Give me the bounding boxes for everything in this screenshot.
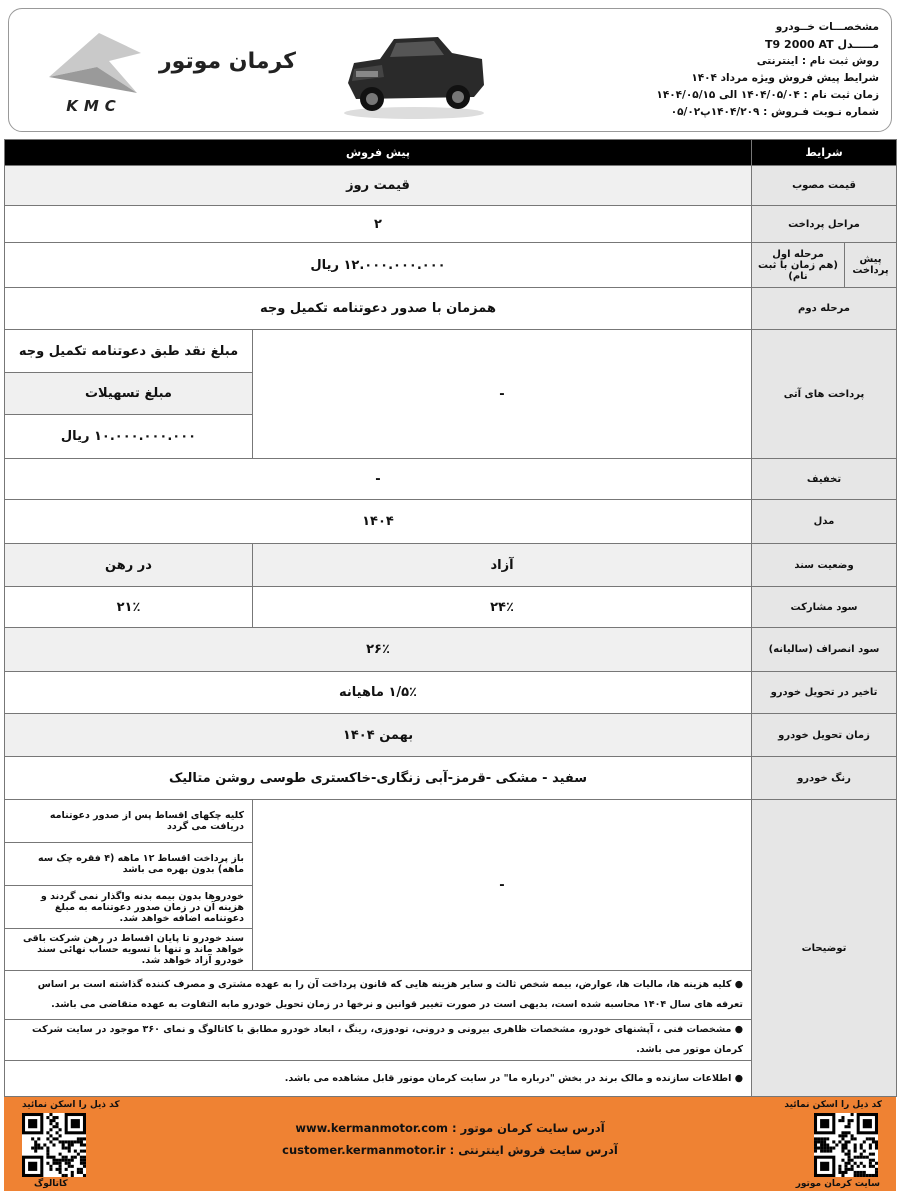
conditions-table [4, 139, 897, 1097]
table-row [5, 757, 897, 800]
footer-bar [4, 1097, 896, 1191]
spec-line: مـــــدل T9 2000 AT [765, 38, 879, 51]
stage2-label: مرحله دوم [752, 288, 897, 330]
spec-lines [656, 19, 879, 121]
qr-icon [814, 1113, 878, 1177]
kmc-logo-text: KMC [66, 97, 122, 115]
delivery-label: زمان تحویل خودرو [752, 714, 897, 757]
note-item: باز پرداخت اقساط ۱۲ ماهه (۴ فقره چک سه ماهه) بدون بهره می باشد [5, 843, 253, 886]
approved-price-value: قیمت روز [5, 166, 752, 206]
shop-line [4, 1139, 896, 1161]
discount-value: - [5, 459, 752, 500]
table-row [5, 800, 897, 843]
table-row [5, 166, 897, 206]
table-row [5, 544, 897, 587]
left-scan-caption: کد ذیل را اسکن نمائید [22, 1100, 120, 1110]
table-header-row [5, 140, 897, 166]
table-row [5, 288, 897, 330]
prepayment-label: پیش پرداخت [845, 243, 897, 288]
note-item: کلیه چکهای اقساط پس از صدور دعوتنامه دریافت می گردد [5, 800, 253, 843]
cancel-value: ۲۶٪ [5, 628, 752, 672]
color-label: رنگ خودرو [752, 757, 897, 800]
doc-status-free: آزاد [253, 544, 752, 587]
color-value: سفید - مشکی -قرمز-آبی زنگاری-خاکستری طوسی روشن متالیک [5, 757, 752, 800]
shop-label: آدرس سایت فروش اینترنتی : [449, 1143, 618, 1157]
notes-label: توضیحات [752, 800, 897, 1097]
stage1-label-cell [752, 243, 845, 288]
right-scan-caption: کد ذیل را اسکن نمائید [784, 1100, 882, 1110]
pickup-truck-image [334, 23, 494, 123]
catalog-caption: کاتالوگ [34, 1179, 68, 1189]
spec-line: مشخصـــات خــودرو [775, 21, 879, 33]
spec-line: شماره نـوبت فـروش : ۱۴۰۴/۲۰۹پ۰۵/۰۲ [670, 106, 879, 118]
shop-url[interactable]: customer.kermanmotor.ir [282, 1143, 446, 1157]
future-cash: مبلغ نقد طبق دعوتنامه تکمیل وجه [5, 330, 253, 373]
notes-dash: - [253, 800, 752, 971]
payment-stages-label: مراحل پرداخت [752, 206, 897, 243]
site-label: آدرس سایت کرمان موتور : [452, 1121, 605, 1135]
spec-line: روش ثبت نام : اینترنتی [756, 55, 879, 67]
bullet-item: ● کلیه هزینه ها، مالیات ها، عوارض، بیمه شخص ثالث و سایر هزینه هایی که قانون پرداخت آن را به عهده مشتری و مصرف کننده گذاشته است بر اساس تعرفه های سال ۱۴۰۴ محاسبه شده است، بدیهی است در صورت تغییر قوانین و نرخها در زمان تحویل خودرو مابه التفاوت به عهده متقاضی می باشد. [5, 971, 752, 1020]
header-value: پیش فروش [5, 140, 752, 166]
bullet-text: اطلاعات سازنده و مالک برند در بخش "درباره ما" در سایت کرمان موتور قابل مشاهده می باشد. [284, 1072, 732, 1084]
future-facility-value: ۱۰.۰۰۰.۰۰۰.۰۰۰ ریال [5, 415, 253, 459]
note-item: سند خودرو تا پایان اقساط در رهن شرکت باقی خواهد ماند و تنها با تسویه حساب نهائی سند خودرو آزاد خواهد شد. [5, 929, 253, 971]
delay-label: تاخیر در تحویل خودرو [752, 672, 897, 714]
table-row [5, 714, 897, 757]
doc-status-label: وضعیت سند [752, 544, 897, 587]
doc-status-pledge: در رهن [5, 544, 253, 587]
footer-links [4, 1117, 896, 1161]
approved-price-label: قیمت مصوب [752, 166, 897, 206]
stage2-value: همزمان با صدور دعوتنامه تکمیل وجه [5, 288, 752, 330]
stage1-label: مرحله اول [772, 248, 824, 260]
payment-stages-value: ۲ [5, 206, 752, 243]
table-row [5, 243, 897, 288]
future-label: پرداخت های آتی [752, 330, 897, 459]
bullet-item: ● اطلاعات سازنده و مالک برند در بخش "درباره ما" در سایت کرمان موتور قابل مشاهده می باشد. [5, 1061, 752, 1097]
table-row [5, 500, 897, 544]
bullet-text: مشخصات فنی ، آپشنهای خودرو، مشخصات ظاهری بیرونی و درونی، تودوزی، رینگ ، ابعاد خودرو مطابق با کاتالوگ و نمای ۳۶۰ موجود در سایت شرکت کرمان موتور می باشد. [32, 1024, 743, 1055]
site-qr-code[interactable] [814, 1113, 878, 1177]
table-row [5, 587, 897, 628]
brand-name: کرمان موتور [159, 49, 296, 74]
delay-value: ۱/۵٪ ماهیانه [5, 672, 752, 714]
cancel-label: سود انصراف (سالیانه) [752, 628, 897, 672]
spec-line: زمان ثبت نام : ۱۴۰۴/۰۵/۰۴ الی ۱۴۰۴/۰۵/۱۵ [656, 89, 879, 101]
table-row [5, 628, 897, 672]
model-label: مدل [752, 500, 897, 544]
profit-label: سود مشارکت [752, 587, 897, 628]
site-line [4, 1117, 896, 1139]
bullet-item: ● مشخصات فنی ، آپشنهای خودرو، مشخصات ظاهری بیرونی و درونی، تودوزی، رینگ ، ابعاد خودرو مطابق با کاتالوگ و نمای ۳۶۰ موجود در سایت شرکت کرمان موتور می باشد. [5, 1020, 752, 1061]
site-url[interactable]: www.kermanmotor.com [295, 1121, 448, 1135]
profit-free: ۲۴٪ [253, 587, 752, 628]
future-facility: مبلغ تسهیلات [5, 373, 253, 415]
bullet-text: کلیه هزینه ها، مالیات ها، عوارض، بیمه شخص ثالث و سایر هزینه هایی که قانون پرداخت آن را به عهده مشتری و مصرف کننده گذاشته است بر اساس تعرفه های سال ۱۴۰۴ محاسبه شده است، بدیهی است در صورت تغییر قوانین و نرخها در زمان تحویل خودرو مابه التفاوت به عهده متقاضی می باشد. [37, 979, 743, 1010]
discount-label: تخفیف [752, 459, 897, 500]
table-row [5, 330, 897, 373]
header-label: شرایط [752, 140, 897, 166]
future-dash: - [253, 330, 752, 459]
site-caption: سایت کرمان موتور [795, 1179, 880, 1189]
model-value: ۱۴۰۴ [5, 500, 752, 544]
table-row [5, 206, 897, 243]
stage1-value: ۱۲.۰۰۰.۰۰۰.۰۰۰ ریال [5, 243, 752, 288]
table-row [5, 672, 897, 714]
spec-line: شرایط پیش فروش ویژه مرداد ۱۴۰۴ [691, 72, 879, 84]
delivery-value: بهمن ۱۴۰۴ [5, 714, 752, 757]
stage1-sub: (هم زمان با ثبت نام) [758, 259, 838, 282]
note-item: خودروها بدون بیمه بدنه واگذار نمی گردند و هزینه آن در زمان صدور دعوتنامه به مبلغ دعوتنامه اضافه خواهد شد. [5, 886, 253, 929]
kmc-logo-icon [39, 27, 149, 117]
table-row [5, 459, 897, 500]
profit-pledge: ۲۱٪ [5, 587, 253, 628]
header-panel [8, 8, 892, 132]
